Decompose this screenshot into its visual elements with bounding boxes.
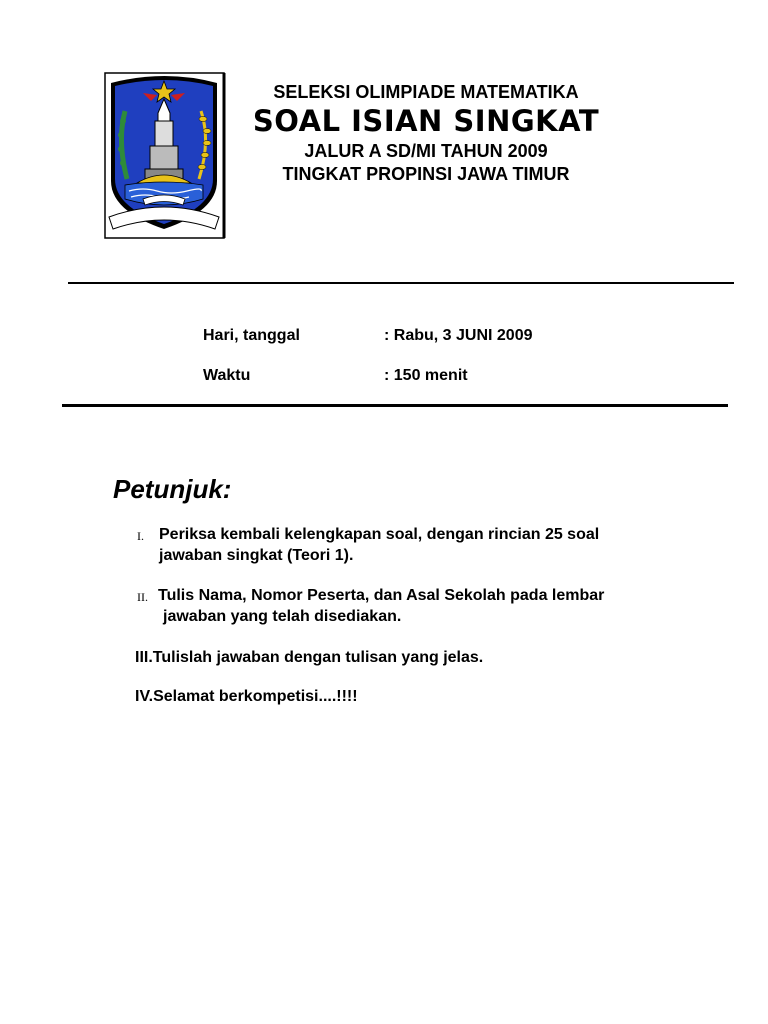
instructions-title: Petunjuk: xyxy=(113,474,232,504)
day-value: : Rabu, 3 JUNI 2009 xyxy=(384,327,533,344)
header-title: SOAL ISIAN SINGKAT xyxy=(252,104,600,138)
item-2-number: II. xyxy=(137,590,148,604)
bottom-divider xyxy=(62,404,728,407)
item-1-text xyxy=(159,524,599,566)
top-divider xyxy=(68,282,734,284)
instruction-item-4: IV.Selamat berkompetisi....!!!! xyxy=(135,688,358,705)
header-line-3: JALUR A SD/MI TAHUN 2009 xyxy=(304,141,548,161)
time-value: : 150 menit xyxy=(384,367,468,384)
item-2-line-2: jawaban yang telah disediakan. xyxy=(163,608,402,625)
item-1-number: I. xyxy=(137,529,144,543)
emblem-graphic xyxy=(103,71,226,240)
item-1-line-1: Periksa kembali kelengkapan soal, dengan rincian 25 soal xyxy=(159,526,600,543)
item-2-line-1: Tulis Nama, Nomor Peserta, dan Asal Sekolah pada lembar xyxy=(158,587,605,604)
instruction-item-3: III.Tulislah jawaban dengan tulisan yang jelas. xyxy=(135,649,484,666)
header-line-4: TINGKAT PROPINSI JAWA TIMUR xyxy=(282,164,570,184)
item-1-line-2: jawaban singkat (Teori 1). xyxy=(159,547,354,564)
header-line-1: SELEKSI OLIMPIADE MATEMATIKA xyxy=(273,82,579,102)
east-java-emblem xyxy=(103,71,226,240)
day-label: Hari, tanggal xyxy=(203,327,300,344)
time-label: Waktu xyxy=(203,367,251,384)
